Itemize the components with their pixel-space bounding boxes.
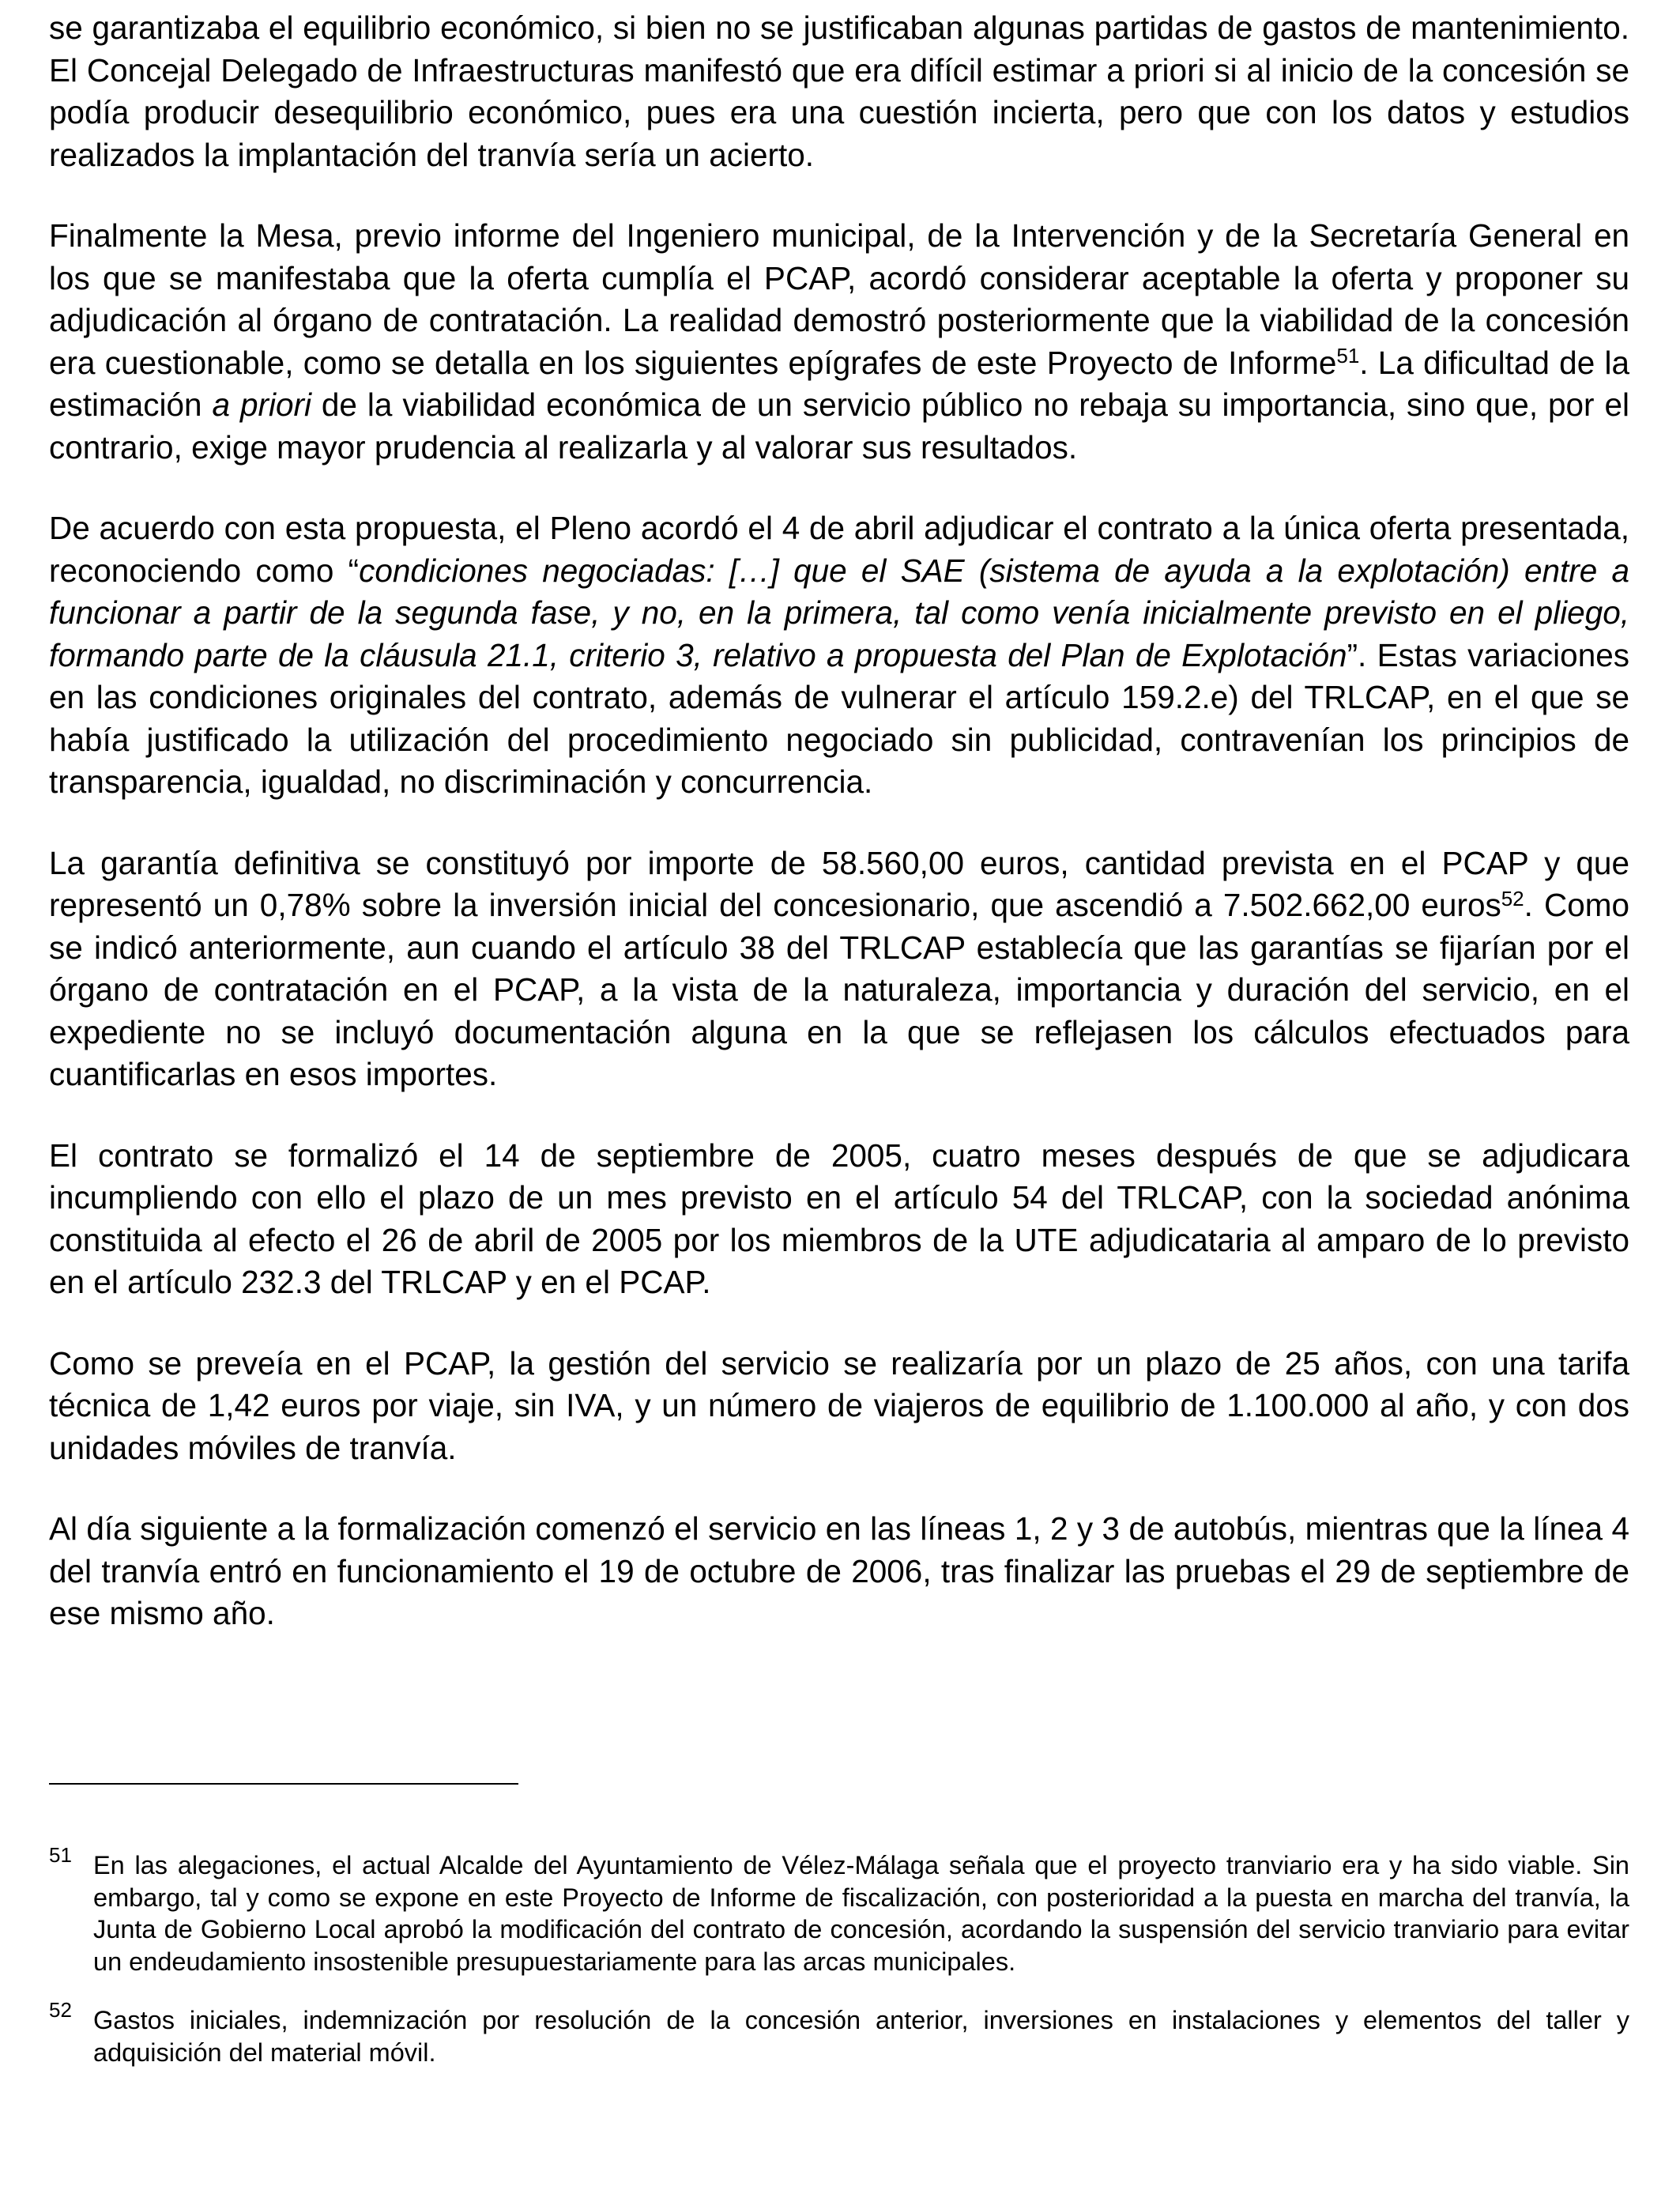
paragraph-text: Finalmente la Mesa, previo informe del Ingeniero municipal, de la Intervención y de la Secretaría General en los que se manifestaba que la oferta cumplía el PCAP, acordó considerar aceptable la oferta y proponer su adjudicación al órgano de contratación. La realidad demostró posteriormente que la viabilidad de la concesión era cuestionable, como se detalla en los siguientes epígrafes de este Proyecto de Informe bbox=[49, 217, 1629, 381]
document-body bbox=[49, 0, 1629, 1674]
paragraph-text: . Como se indicó anteriormente, aun cuando el artículo 38 del TRLCAP establecía que las garantías se fijarían por el órgano de contratación en el PCAP, a la vista de la naturaleza, importancia y duración del servicio, en el expediente no se incluyó documentación alguna en la que se reflejasen los cálculos efectuados para cuantificarlas en esos importes. bbox=[49, 887, 1629, 1092]
quoted-emphasis-text: condiciones negociadas: […] que el SAE (sistema de ayuda a la explotación) entre a funcionar a partir de la segunda fase, y no, en la primera, tal como venía inicialmente previsto en el pliego, formando parte de la cláusula 21.1, criterio 3, relativo a propuesta del Plan de Explotación bbox=[49, 552, 1629, 673]
paragraph-text: . La dificultad de la estimación bbox=[49, 344, 1629, 423]
paragraph-text: ”. Estas variaciones en las condiciones originales del contrato, además de vulnerar el artículo 159.2.e) del TRLCAP, en el que se había justificado la utilización del procedimiento negociado sin publicidad, contravenían los principios de transparencia, igualdad, no discriminación y concurrencia. bbox=[49, 636, 1629, 800]
footnote-number: 52 bbox=[49, 1998, 72, 2022]
footnote-reference[interactable]: 52 bbox=[1501, 886, 1524, 910]
paragraph: se garantizaba el equilibrio económico, si bien no se justificaban algunas partidas de gastos de mantenimiento. El Concejal Delegado de Infraestructuras manifestó que era difícil estimar a priori si al inicio de la concesión se podía producir desequilibrio económico, pues era una cuestión incierta, pero que con los datos y estudios realizados la implantación del tranvía sería un acierto. bbox=[49, 9, 1629, 173]
footnote bbox=[49, 1843, 1629, 1977]
paragraph-text: de la viabilidad económica de un servicio público no rebaja su importancia, sino que, por el contrario, exige mayor prudencia al realizarla y al valorar sus resultados. bbox=[49, 386, 1629, 466]
footnote-reference[interactable]: 51 bbox=[1336, 344, 1360, 368]
paragraph bbox=[49, 507, 1629, 804]
footnote-text: En las alegaciones, el actual Alcalde del Ayuntamiento de Vélez-Málaga señala que el proyecto tranviario era y ha sido viable. Sin embargo, tal y como se expone en este Proyecto de Informe de fiscalización, con posterioridad a la puesta en marcha del tranvía, la Junta de Gobierno Local aprobó la modificación del contrato de concesión, acordando la suspensión del servicio tranviario para evitar un endeudamiento insostenible presupuestariamente para las arcas municipales. bbox=[93, 1851, 1629, 1976]
paragraph: Al día siguiente a la formalización comenzó el servicio en las líneas 1, 2 y 3 de autobús, mientras que la línea 4 del tranvía entró en funcionamiento el 19 de octubre de 2006, tras finalizar las pruebas el 29 de septiembre de ese mismo año. bbox=[49, 1510, 1629, 1631]
paragraph: El contrato se formalizó el 14 de septiembre de 2005, cuatro meses después de que se adjudicara incumpliendo con ello el plazo de un mes previsto en el artículo 54 del TRLCAP, con la sociedad anónima constituida al efecto el 26 de abril de 2005 por los miembros de la UTE adjudicataria al amparo de lo previsto en el artículo 232.3 del TRLCAP y en el PCAP. bbox=[49, 1137, 1629, 1300]
footnote-separator bbox=[49, 1783, 518, 1785]
paragraph bbox=[49, 215, 1629, 469]
paragraph bbox=[49, 843, 1629, 1096]
paragraph-text: La garantía definitiva se constituyó por importe de 58.560,00 euros, cantidad prevista en el PCAP y que representó un 0,78% sobre la inversión inicial del concesionario, que ascendió a 7.502.662,00 euros bbox=[49, 844, 1629, 923]
paragraph-text: De acuerdo con esta propuesta, el Pleno acordó el 4 de abril adjudicar el contrato a la única oferta presentada, reconociendo como “ bbox=[49, 510, 1629, 589]
footnote-text: Gastos iniciales, indemnización por resolución de la concesión anterior, inversiones en instalaciones y elementos del taller y adquisición del material móvil. bbox=[93, 2006, 1629, 2067]
footnote-number: 51 bbox=[49, 1843, 72, 1867]
footnotes bbox=[49, 1843, 1629, 2095]
footnote bbox=[49, 1998, 1629, 2068]
emphasis-text: a priori bbox=[212, 386, 311, 423]
paragraph: Como se preveía en el PCAP, la gestión del servicio se realizaría por un plazo de 25 años, con una tarifa técnica de 1,42 euros por viaje, sin IVA, y un número de viajeros de equilibrio de 1.100.000 al año, y con dos unidades móviles de tranvía. bbox=[49, 1344, 1629, 1466]
